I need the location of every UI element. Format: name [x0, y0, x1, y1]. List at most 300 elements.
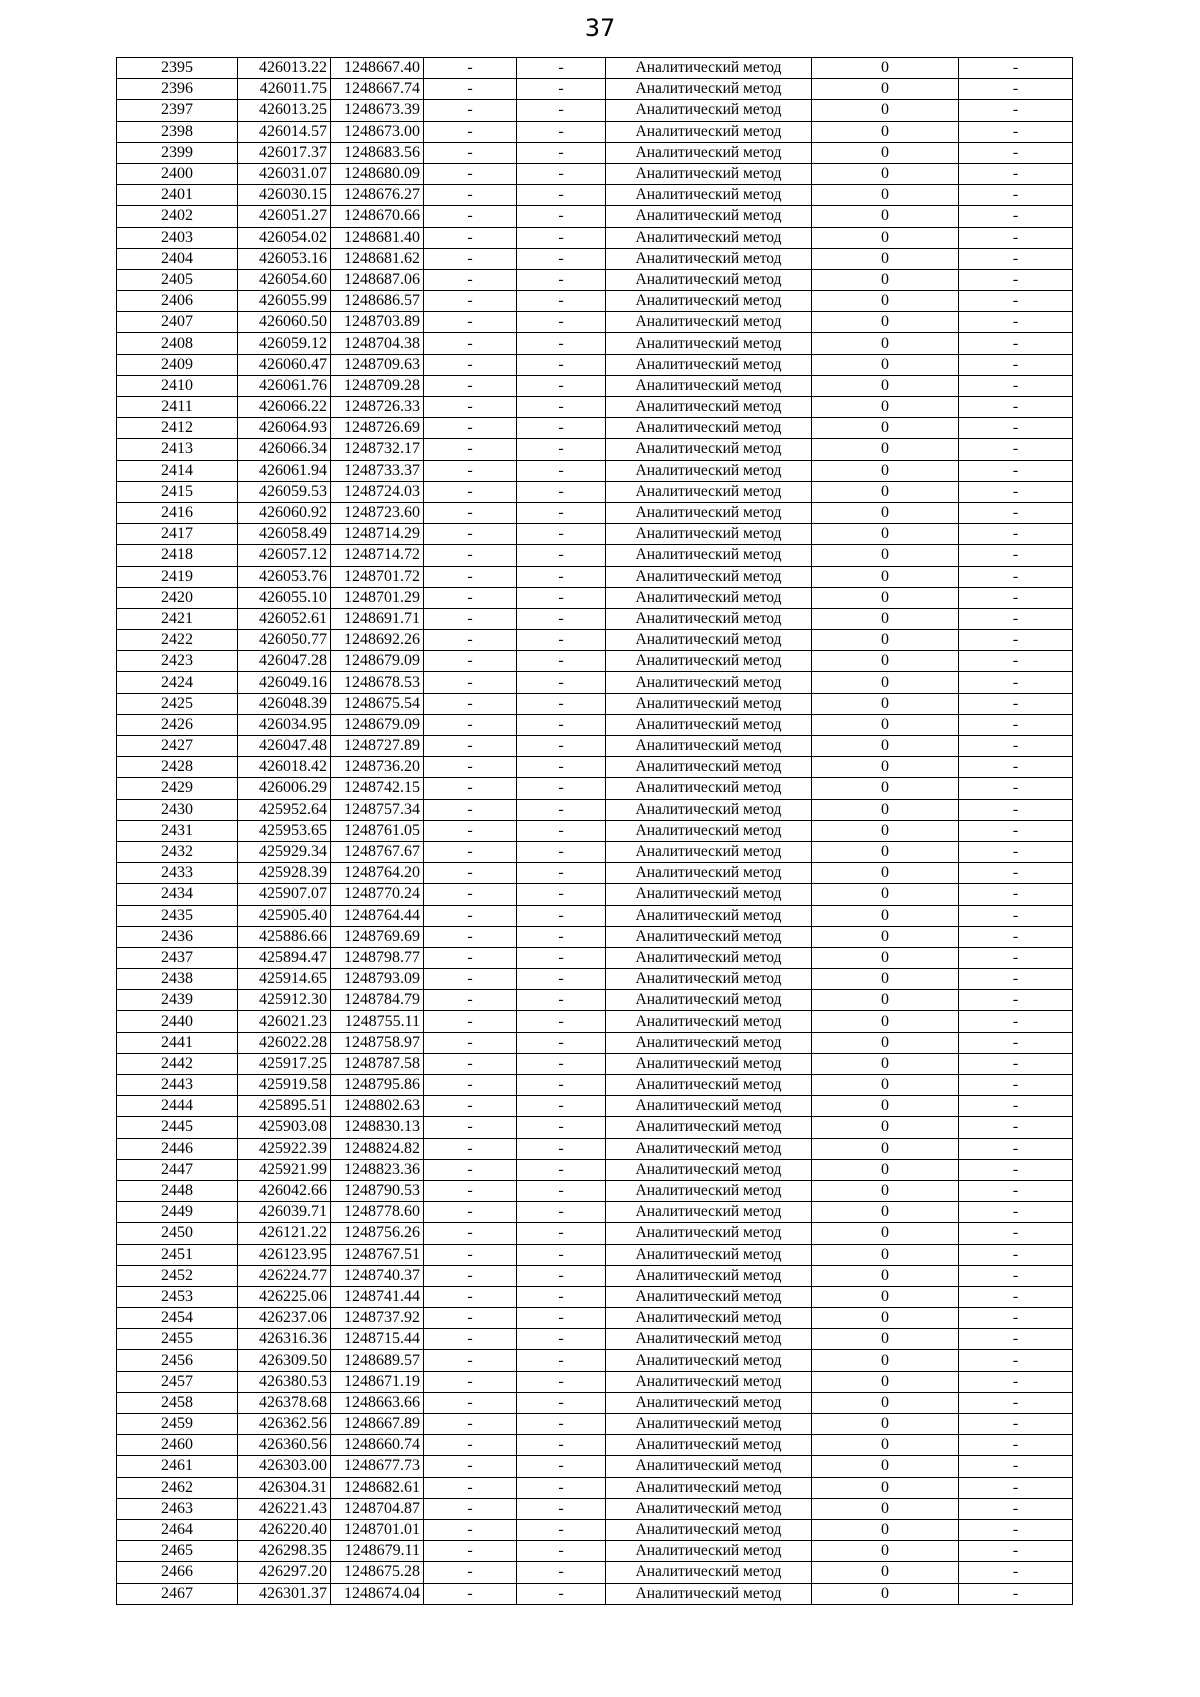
x-coordinate-cell: 426030.15	[238, 185, 331, 206]
table-row	[117, 248, 1073, 269]
dash-cell: -	[424, 926, 517, 947]
y-coordinate-cell: 1248795.86	[331, 1075, 424, 1096]
method-cell: Аналитический метод	[606, 460, 812, 481]
dash-cell: -	[959, 905, 1073, 926]
method-cell: Аналитический метод	[606, 397, 812, 418]
dash-cell: -	[424, 121, 517, 142]
dash-cell: -	[517, 291, 606, 312]
accuracy-cell: 0	[812, 905, 959, 926]
method-cell: Аналитический метод	[606, 905, 812, 926]
point-number-cell: 2409	[117, 354, 238, 375]
accuracy-cell: 0	[812, 1032, 959, 1053]
accuracy-cell: 0	[812, 1053, 959, 1074]
accuracy-cell: 0	[812, 1096, 959, 1117]
method-cell: Аналитический метод	[606, 926, 812, 947]
dash-cell: -	[424, 757, 517, 778]
x-coordinate-cell: 426061.94	[238, 460, 331, 481]
dash-cell: -	[959, 630, 1073, 651]
y-coordinate-cell: 1248673.39	[331, 100, 424, 121]
dash-cell: -	[959, 121, 1073, 142]
dash-cell: -	[424, 1011, 517, 1032]
dash-cell: -	[424, 291, 517, 312]
table-row	[117, 757, 1073, 778]
accuracy-cell: 0	[812, 714, 959, 735]
dash-cell: -	[424, 1456, 517, 1477]
dash-cell: -	[959, 354, 1073, 375]
accuracy-cell: 0	[812, 1286, 959, 1307]
dash-cell: -	[959, 163, 1073, 184]
method-cell: Аналитический метод	[606, 1159, 812, 1180]
dash-cell: -	[517, 1202, 606, 1223]
method-cell: Аналитический метод	[606, 736, 812, 757]
accuracy-cell: 0	[812, 79, 959, 100]
dash-cell: -	[517, 651, 606, 672]
method-cell: Аналитический метод	[606, 163, 812, 184]
y-coordinate-cell: 1248715.44	[331, 1329, 424, 1350]
method-cell: Аналитический метод	[606, 1244, 812, 1265]
accuracy-cell: 0	[812, 1498, 959, 1519]
dash-cell: -	[424, 1498, 517, 1519]
dash-cell: -	[424, 1202, 517, 1223]
accuracy-cell: 0	[812, 693, 959, 714]
dash-cell: -	[424, 990, 517, 1011]
table-row	[117, 1435, 1073, 1456]
x-coordinate-cell: 426362.56	[238, 1414, 331, 1435]
dash-cell: -	[424, 1583, 517, 1604]
y-coordinate-cell: 1248667.74	[331, 79, 424, 100]
dash-cell: -	[424, 947, 517, 968]
point-number-cell: 2462	[117, 1477, 238, 1498]
dash-cell: -	[517, 1456, 606, 1477]
method-cell: Аналитический метод	[606, 672, 812, 693]
dash-cell: -	[959, 375, 1073, 396]
table-row	[117, 375, 1073, 396]
dash-cell: -	[959, 884, 1073, 905]
table-row	[117, 100, 1073, 121]
dash-cell: -	[517, 1498, 606, 1519]
dash-cell: -	[424, 206, 517, 227]
dash-cell: -	[424, 460, 517, 481]
dash-cell: -	[424, 1117, 517, 1138]
dash-cell: -	[424, 354, 517, 375]
point-number-cell: 2459	[117, 1414, 238, 1435]
accuracy-cell: 0	[812, 566, 959, 587]
table-row	[117, 269, 1073, 290]
point-number-cell: 2426	[117, 714, 238, 735]
dash-cell: -	[959, 185, 1073, 206]
point-number-cell: 2444	[117, 1096, 238, 1117]
table-row	[117, 545, 1073, 566]
dash-cell: -	[959, 291, 1073, 312]
point-number-cell: 2431	[117, 820, 238, 841]
method-cell: Аналитический метод	[606, 439, 812, 460]
table-row	[117, 481, 1073, 502]
point-number-cell: 2434	[117, 884, 238, 905]
y-coordinate-cell: 1248726.33	[331, 397, 424, 418]
method-cell: Аналитический метод	[606, 1032, 812, 1053]
accuracy-cell: 0	[812, 1180, 959, 1201]
dash-cell: -	[424, 884, 517, 905]
y-coordinate-cell: 1248703.89	[331, 312, 424, 333]
dash-cell: -	[517, 269, 606, 290]
table-row	[117, 863, 1073, 884]
accuracy-cell: 0	[812, 736, 959, 757]
y-coordinate-cell: 1248714.29	[331, 524, 424, 545]
y-coordinate-cell: 1248767.51	[331, 1244, 424, 1265]
x-coordinate-cell: 426013.22	[238, 58, 331, 79]
dash-cell: -	[517, 1308, 606, 1329]
dash-cell: -	[959, 1308, 1073, 1329]
dash-cell: -	[959, 333, 1073, 354]
accuracy-cell: 0	[812, 757, 959, 778]
accuracy-cell: 0	[812, 1350, 959, 1371]
table-row	[117, 1202, 1073, 1223]
dash-cell: -	[517, 1435, 606, 1456]
accuracy-cell: 0	[812, 185, 959, 206]
dash-cell: -	[424, 1308, 517, 1329]
dash-cell: -	[959, 1244, 1073, 1265]
accuracy-cell: 0	[812, 926, 959, 947]
dash-cell: -	[517, 736, 606, 757]
point-number-cell: 2441	[117, 1032, 238, 1053]
y-coordinate-cell: 1248679.09	[331, 714, 424, 735]
dash-cell: -	[424, 100, 517, 121]
method-cell: Аналитический метод	[606, 1180, 812, 1201]
dash-cell: -	[959, 714, 1073, 735]
table-row	[117, 1011, 1073, 1032]
accuracy-cell: 0	[812, 291, 959, 312]
dash-cell: -	[959, 1392, 1073, 1413]
dash-cell: -	[517, 1138, 606, 1159]
method-cell: Аналитический метод	[606, 1286, 812, 1307]
accuracy-cell: 0	[812, 1223, 959, 1244]
accuracy-cell: 0	[812, 1011, 959, 1032]
y-coordinate-cell: 1248778.60	[331, 1202, 424, 1223]
dash-cell: -	[959, 1265, 1073, 1286]
x-coordinate-cell: 425907.07	[238, 884, 331, 905]
table-row	[117, 185, 1073, 206]
dash-cell: -	[424, 1350, 517, 1371]
method-cell: Аналитический метод	[606, 333, 812, 354]
table-row	[117, 1308, 1073, 1329]
y-coordinate-cell: 1248683.56	[331, 142, 424, 163]
method-cell: Аналитический метод	[606, 1308, 812, 1329]
dash-cell: -	[517, 1117, 606, 1138]
method-cell: Аналитический метод	[606, 142, 812, 163]
x-coordinate-cell: 426047.28	[238, 651, 331, 672]
method-cell: Аналитический метод	[606, 291, 812, 312]
table-row	[117, 990, 1073, 1011]
table-row	[117, 778, 1073, 799]
x-coordinate-cell: 425929.34	[238, 841, 331, 862]
x-coordinate-cell: 426059.53	[238, 481, 331, 502]
dash-cell: -	[959, 1223, 1073, 1244]
accuracy-cell: 0	[812, 333, 959, 354]
accuracy-cell: 0	[812, 863, 959, 884]
x-coordinate-cell: 426064.93	[238, 418, 331, 439]
y-coordinate-cell: 1248793.09	[331, 969, 424, 990]
accuracy-cell: 0	[812, 163, 959, 184]
accuracy-cell: 0	[812, 502, 959, 523]
dash-cell: -	[424, 1032, 517, 1053]
table-row	[117, 333, 1073, 354]
accuracy-cell: 0	[812, 58, 959, 79]
y-coordinate-cell: 1248769.69	[331, 926, 424, 947]
y-coordinate-cell: 1248709.28	[331, 375, 424, 396]
dash-cell: -	[517, 1159, 606, 1180]
y-coordinate-cell: 1248674.04	[331, 1583, 424, 1604]
dash-cell: -	[959, 248, 1073, 269]
y-coordinate-cell: 1248681.62	[331, 248, 424, 269]
y-coordinate-cell: 1248733.37	[331, 460, 424, 481]
point-number-cell: 2461	[117, 1456, 238, 1477]
y-coordinate-cell: 1248673.00	[331, 121, 424, 142]
dash-cell: -	[517, 947, 606, 968]
accuracy-cell: 0	[812, 397, 959, 418]
table-row	[117, 1392, 1073, 1413]
point-number-cell: 2442	[117, 1053, 238, 1074]
table-row	[117, 1096, 1073, 1117]
dash-cell: -	[424, 841, 517, 862]
point-number-cell: 2406	[117, 291, 238, 312]
x-coordinate-cell: 426022.28	[238, 1032, 331, 1053]
y-coordinate-cell: 1248830.13	[331, 1117, 424, 1138]
table-row	[117, 1265, 1073, 1286]
accuracy-cell: 0	[812, 269, 959, 290]
dash-cell: -	[959, 863, 1073, 884]
x-coordinate-cell: 426021.23	[238, 1011, 331, 1032]
method-cell: Аналитический метод	[606, 1265, 812, 1286]
y-coordinate-cell: 1248675.54	[331, 693, 424, 714]
y-coordinate-cell: 1248737.92	[331, 1308, 424, 1329]
point-number-cell: 2453	[117, 1286, 238, 1307]
x-coordinate-cell: 426058.49	[238, 524, 331, 545]
dash-cell: -	[517, 672, 606, 693]
dash-cell: -	[959, 799, 1073, 820]
y-coordinate-cell: 1248784.79	[331, 990, 424, 1011]
method-cell: Аналитический метод	[606, 566, 812, 587]
point-number-cell: 2408	[117, 333, 238, 354]
dash-cell: -	[424, 163, 517, 184]
table-row	[117, 587, 1073, 608]
x-coordinate-cell: 426304.31	[238, 1477, 331, 1498]
point-number-cell: 2407	[117, 312, 238, 333]
coordinates-table	[116, 57, 1073, 1605]
dash-cell: -	[959, 481, 1073, 502]
x-coordinate-cell: 426053.16	[238, 248, 331, 269]
y-coordinate-cell: 1248681.40	[331, 227, 424, 248]
dash-cell: -	[424, 269, 517, 290]
dash-cell: -	[959, 969, 1073, 990]
dash-cell: -	[424, 778, 517, 799]
accuracy-cell: 0	[812, 354, 959, 375]
method-cell: Аналитический метод	[606, 1117, 812, 1138]
table-row	[117, 439, 1073, 460]
table-body	[117, 58, 1073, 1605]
x-coordinate-cell: 425914.65	[238, 969, 331, 990]
dash-cell: -	[959, 1096, 1073, 1117]
dash-cell: -	[424, 608, 517, 629]
dash-cell: -	[424, 1265, 517, 1286]
point-number-cell: 2410	[117, 375, 238, 396]
point-number-cell: 2402	[117, 206, 238, 227]
dash-cell: -	[517, 79, 606, 100]
table-row	[117, 1032, 1073, 1053]
method-cell: Аналитический метод	[606, 206, 812, 227]
dash-cell: -	[424, 630, 517, 651]
table-row	[117, 354, 1073, 375]
dash-cell: -	[424, 142, 517, 163]
y-coordinate-cell: 1248660.74	[331, 1435, 424, 1456]
y-coordinate-cell: 1248691.71	[331, 608, 424, 629]
dash-cell: -	[517, 757, 606, 778]
y-coordinate-cell: 1248671.19	[331, 1371, 424, 1392]
dash-cell: -	[959, 439, 1073, 460]
point-number-cell: 2422	[117, 630, 238, 651]
table-row	[117, 630, 1073, 651]
table-row	[117, 1350, 1073, 1371]
dash-cell: -	[424, 1180, 517, 1201]
x-coordinate-cell: 426221.43	[238, 1498, 331, 1519]
dash-cell: -	[424, 502, 517, 523]
method-cell: Аналитический метод	[606, 1477, 812, 1498]
table-row	[117, 1414, 1073, 1435]
x-coordinate-cell: 426225.06	[238, 1286, 331, 1307]
y-coordinate-cell: 1248787.58	[331, 1053, 424, 1074]
point-number-cell: 2458	[117, 1392, 238, 1413]
table-row	[117, 397, 1073, 418]
table-row	[117, 1244, 1073, 1265]
point-number-cell: 2440	[117, 1011, 238, 1032]
table-row	[117, 227, 1073, 248]
table-row	[117, 418, 1073, 439]
method-cell: Аналитический метод	[606, 630, 812, 651]
table-row	[117, 651, 1073, 672]
accuracy-cell: 0	[812, 841, 959, 862]
point-number-cell: 2421	[117, 608, 238, 629]
x-coordinate-cell: 425953.65	[238, 820, 331, 841]
y-coordinate-cell: 1248667.40	[331, 58, 424, 79]
table-row	[117, 291, 1073, 312]
accuracy-cell: 0	[812, 1541, 959, 1562]
dash-cell: -	[517, 397, 606, 418]
method-cell: Аналитический метод	[606, 524, 812, 545]
table-row	[117, 121, 1073, 142]
table-row	[117, 1371, 1073, 1392]
dash-cell: -	[959, 1562, 1073, 1583]
point-number-cell: 2460	[117, 1435, 238, 1456]
table-row	[117, 1519, 1073, 1540]
x-coordinate-cell: 426047.48	[238, 736, 331, 757]
method-cell: Аналитический метод	[606, 121, 812, 142]
dash-cell: -	[959, 672, 1073, 693]
dash-cell: -	[517, 185, 606, 206]
dash-cell: -	[517, 841, 606, 862]
dash-cell: -	[424, 1075, 517, 1096]
table-row	[117, 841, 1073, 862]
dash-cell: -	[424, 693, 517, 714]
dash-cell: -	[517, 1371, 606, 1392]
point-number-cell: 2405	[117, 269, 238, 290]
x-coordinate-cell: 426380.53	[238, 1371, 331, 1392]
y-coordinate-cell: 1248742.15	[331, 778, 424, 799]
y-coordinate-cell: 1248758.97	[331, 1032, 424, 1053]
point-number-cell: 2397	[117, 100, 238, 121]
method-cell: Аналитический метод	[606, 757, 812, 778]
dash-cell: -	[517, 248, 606, 269]
x-coordinate-cell: 426014.57	[238, 121, 331, 142]
dash-cell: -	[517, 1541, 606, 1562]
table-row	[117, 163, 1073, 184]
dash-cell: -	[424, 524, 517, 545]
accuracy-cell: 0	[812, 1159, 959, 1180]
table-row	[117, 1562, 1073, 1583]
dash-cell: -	[424, 481, 517, 502]
y-coordinate-cell: 1248675.28	[331, 1562, 424, 1583]
method-cell: Аналитический метод	[606, 545, 812, 566]
point-number-cell: 2424	[117, 672, 238, 693]
method-cell: Аналитический метод	[606, 1329, 812, 1350]
method-cell: Аналитический метод	[606, 863, 812, 884]
accuracy-cell: 0	[812, 312, 959, 333]
dash-cell: -	[424, 1286, 517, 1307]
point-number-cell: 2435	[117, 905, 238, 926]
dash-cell: -	[959, 1477, 1073, 1498]
y-coordinate-cell: 1248764.44	[331, 905, 424, 926]
dash-cell: -	[517, 227, 606, 248]
dash-cell: -	[959, 418, 1073, 439]
method-cell: Аналитический метод	[606, 608, 812, 629]
point-number-cell: 2400	[117, 163, 238, 184]
dash-cell: -	[959, 524, 1073, 545]
dash-cell: -	[959, 545, 1073, 566]
table-row	[117, 1117, 1073, 1138]
point-number-cell: 2395	[117, 58, 238, 79]
y-coordinate-cell: 1248761.05	[331, 820, 424, 841]
accuracy-cell: 0	[812, 969, 959, 990]
y-coordinate-cell: 1248667.89	[331, 1414, 424, 1435]
x-coordinate-cell: 426316.36	[238, 1329, 331, 1350]
dash-cell: -	[959, 566, 1073, 587]
x-coordinate-cell: 425921.99	[238, 1159, 331, 1180]
method-cell: Аналитический метод	[606, 1350, 812, 1371]
dash-cell: -	[959, 206, 1073, 227]
accuracy-cell: 0	[812, 1562, 959, 1583]
point-number-cell: 2413	[117, 439, 238, 460]
point-number-cell: 2411	[117, 397, 238, 418]
dash-cell: -	[424, 1435, 517, 1456]
point-number-cell: 2467	[117, 1583, 238, 1604]
accuracy-cell: 0	[812, 121, 959, 142]
method-cell: Аналитический метод	[606, 481, 812, 502]
dash-cell: -	[959, 227, 1073, 248]
x-coordinate-cell: 426303.00	[238, 1456, 331, 1477]
accuracy-cell: 0	[812, 884, 959, 905]
dash-cell: -	[517, 312, 606, 333]
dash-cell: -	[517, 820, 606, 841]
y-coordinate-cell: 1248687.06	[331, 269, 424, 290]
method-cell: Аналитический метод	[606, 714, 812, 735]
point-number-cell: 2423	[117, 651, 238, 672]
dash-cell: -	[517, 1329, 606, 1350]
table-row	[117, 1583, 1073, 1604]
x-coordinate-cell: 426220.40	[238, 1519, 331, 1540]
y-coordinate-cell: 1248770.24	[331, 884, 424, 905]
x-coordinate-cell: 426042.66	[238, 1180, 331, 1201]
dash-cell: -	[517, 799, 606, 820]
point-number-cell: 2457	[117, 1371, 238, 1392]
y-coordinate-cell: 1248767.67	[331, 841, 424, 862]
